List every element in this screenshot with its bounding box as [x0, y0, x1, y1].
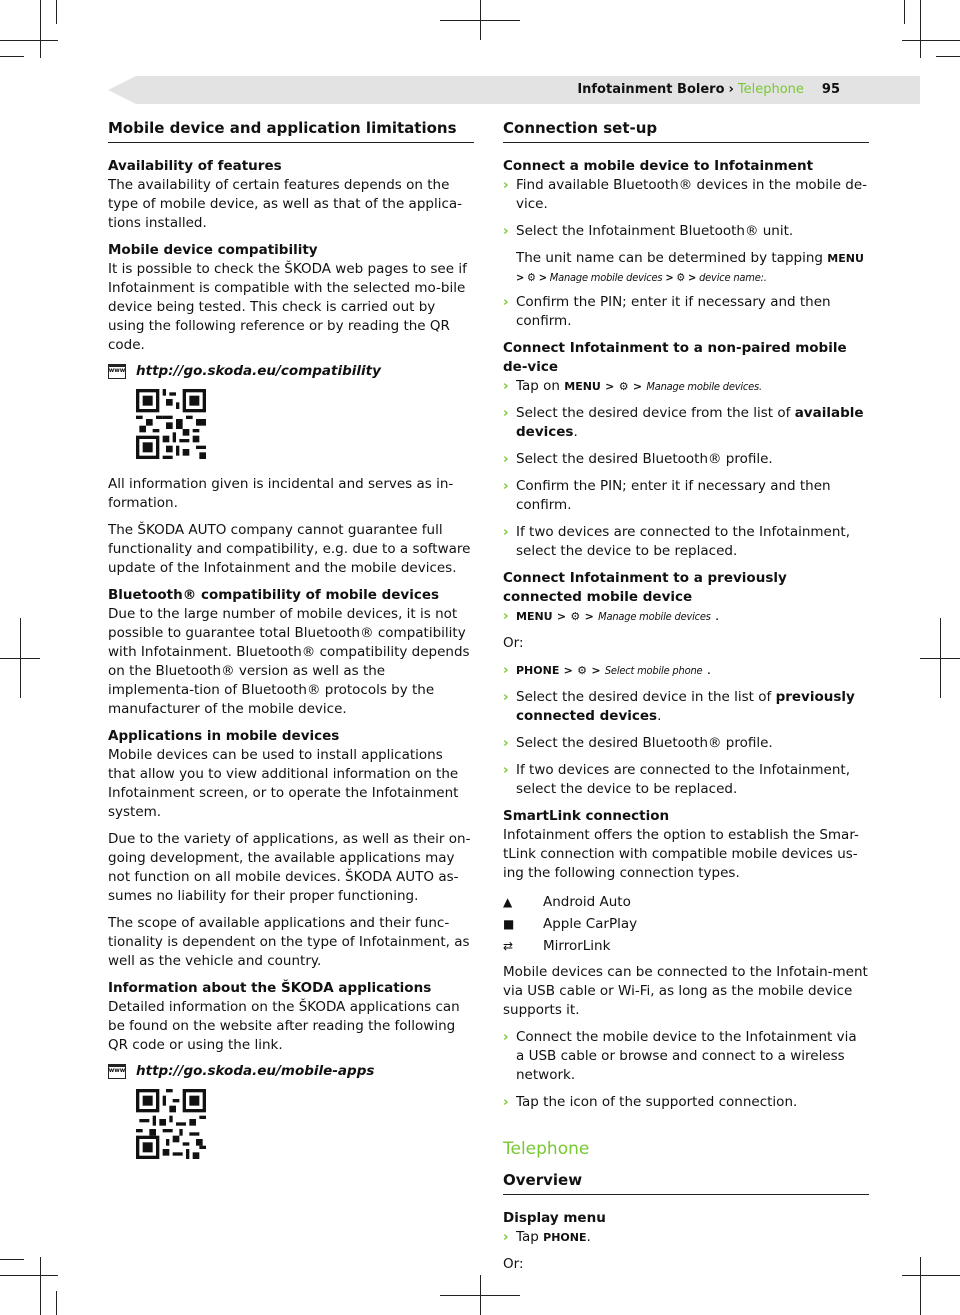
emphasis-text: available devices [516, 405, 864, 440]
link-text[interactable]: http://go.skoda.eu/mobile-apps [136, 1063, 375, 1079]
paragraph-heading: Display menu [503, 1210, 606, 1226]
paragraph-text: The availability of certain features depends on the type of mobile device, as well as that of the applica-tions installed. [108, 177, 463, 231]
web-link[interactable] [108, 363, 474, 379]
path-separator: > [632, 380, 643, 393]
settings-gear-icon: ⚙ [676, 271, 686, 284]
paragraph [108, 727, 474, 822]
crop-mark [56, 1291, 57, 1315]
step-text: Confirm the PIN; enter it if necessary and then confirm. [516, 294, 831, 329]
paragraph [108, 157, 474, 233]
step-text: Select the desired device from the list of [516, 405, 791, 421]
connection-type-label: MirrorLink [543, 938, 611, 954]
www-icon: www [108, 364, 126, 379]
connection-type-android [503, 891, 869, 913]
step-arrow-icon: › [503, 662, 509, 678]
instruction-step [503, 1028, 869, 1085]
crop-mark [0, 1259, 24, 1260]
menu-item-label: Select mobile phone [604, 664, 703, 677]
step-text: . [586, 1229, 591, 1245]
paragraph-heading: Mobile device compatibility [108, 242, 318, 258]
crop-mark [56, 0, 57, 24]
manual-title: Infotainment Bolero [577, 82, 725, 97]
crop-mark [480, 0, 481, 40]
paragraph [503, 807, 869, 883]
step-text: Select the Infotainment Bluetooth® unit. [516, 223, 794, 239]
instruction-step [503, 176, 869, 214]
paragraph [108, 586, 474, 719]
qr-code [136, 1089, 206, 1159]
step-text: Confirm the PIN; enter it if necessary and then confirm. [516, 478, 831, 513]
step-arrow-icon: › [503, 608, 509, 624]
paragraph-heading: Bluetooth® compatibility of mobile devices [108, 587, 440, 603]
android-auto-icon: ▲ [503, 895, 513, 909]
instruction-step [503, 477, 869, 515]
path-separator: > [605, 380, 615, 393]
paragraph-heading: Connect Infotainment to a non-paired mobile de-vice [503, 340, 847, 375]
menu-item-label: device name:. [699, 271, 767, 284]
step-text: Select the desired Bluetooth® profile. [516, 735, 773, 751]
step-arrow-icon: › [503, 524, 509, 540]
step-text: . [715, 608, 720, 624]
page-number: 95 [821, 82, 840, 97]
step-text: If two devices are connected to the Infotainment, select the device to be replaced. [516, 524, 850, 559]
paragraph-heading: Availability of features [108, 158, 282, 174]
paragraph: Or: [503, 635, 524, 651]
path-separator: > [516, 271, 525, 284]
path-separator: > [665, 271, 674, 284]
crop-mark [940, 618, 941, 698]
step-arrow-icon: › [503, 762, 509, 778]
connection-type-label: Apple CarPlay [543, 916, 638, 932]
instruction-step [503, 450, 869, 469]
note-text: The unit name can be determined by tapping [516, 250, 823, 266]
crop-mark [902, 1275, 960, 1276]
step-arrow-icon: › [503, 405, 509, 421]
step-text: . [573, 424, 578, 440]
step-text: . [657, 708, 662, 724]
paragraph: All information given is incidental and serves as in-formation. [108, 476, 454, 511]
section-title: Mobile device and application limitations [108, 118, 474, 143]
menu-item-label: Manage mobile devices [549, 271, 663, 284]
paragraph-text: Due to the large number of mobile devices, it is not possible to guarantee total Bluetooth® compatibility with Infotainment. Bluetooth® compatibility depends on the Bluetooth® version as well as the implementa-tion of Bluetooth® protocols by the manufacturer of the mobile device. [108, 606, 470, 717]
step-arrow-icon: › [503, 689, 509, 705]
step-text: Select the desired device in the list of [516, 689, 772, 705]
step-arrow-icon: › [503, 177, 509, 193]
paragraph [108, 979, 474, 1055]
instruction-step [503, 734, 869, 753]
menu-button-label: MENU [516, 610, 553, 623]
path-separator: > [584, 610, 594, 623]
instruction-step [503, 523, 869, 561]
menu-item-label: Manage mobile devices [598, 610, 711, 623]
crop-mark [936, 56, 960, 57]
step-note [503, 249, 869, 287]
path-separator: > [591, 664, 601, 677]
instruction-step [503, 688, 869, 726]
web-link[interactable] [108, 1063, 474, 1079]
connection-type-label: Android Auto [543, 894, 631, 910]
connection-type-mirrorlink [503, 935, 869, 957]
paragraph-heading: SmartLink connection [503, 808, 670, 824]
running-header [577, 80, 840, 100]
step-arrow-icon: › [503, 294, 509, 310]
paragraph-text: Mobile devices can be used to install applications that allow you to view additional information on the Infotainment screen, or to operate the Infotainment system. [108, 747, 459, 820]
paragraph-text: It is possible to check the ŠKODA web pages to see if Infotainment is compatible with the selected mo-bile device being tested. This check is carried out by using the following reference or by reading the QR code. [108, 261, 467, 353]
section-title: Connection set-up [503, 118, 869, 143]
mirrorlink-icon: ⇄ [503, 939, 514, 953]
step-arrow-icon: › [503, 1029, 509, 1045]
crop-mark [902, 40, 960, 41]
instruction-step [503, 661, 869, 680]
settings-gear-icon: ⚙ [618, 380, 629, 393]
paragraph [108, 241, 474, 355]
step-arrow-icon: › [503, 451, 509, 467]
instruction-step [503, 404, 869, 442]
paragraph-text: Infotainment offers the option to establish the Smar-tLink connection with compatible mobile devices us-ing the following connection types. [503, 827, 859, 881]
paragraph: The ŠKODA AUTO company cannot guarantee full functionality and compatibility, e.g. due to a software update of the Infotainment and the mobile devices. [108, 522, 471, 576]
qr-code [136, 389, 206, 459]
step-arrow-icon: › [503, 1094, 509, 1110]
apple-carplay-icon: ■ [503, 917, 515, 931]
step-text: Tap [516, 1229, 539, 1245]
menu-path [516, 271, 767, 284]
step-text: Tap the icon of the supported connection. [516, 1094, 798, 1110]
paragraph: Mobile devices can be connected to the Infotain-ment via USB cable or Wi-Fi, as long as the mobile device supports it. [503, 964, 868, 1018]
instruction-step [503, 293, 869, 331]
crop-mark [904, 0, 905, 24]
phone-button-label: PHONE [516, 664, 560, 677]
connection-type-carplay [503, 913, 869, 935]
paragraph-text: Detailed information on the ŠKODA applications can be found on the website after reading the following QR code or using the link. [108, 999, 460, 1053]
crop-mark [0, 1275, 58, 1276]
crop-mark [920, 0, 921, 58]
step-text: If two devices are connected to the Infotainment, select the device to be replaced. [516, 762, 850, 797]
paragraph-heading: Information about the ŠKODA applications [108, 980, 432, 996]
step-text: . [706, 662, 712, 678]
link-text[interactable]: http://go.skoda.eu/compatibility [136, 363, 381, 379]
settings-gear-icon: ⚙ [577, 664, 588, 677]
path-separator: > [538, 271, 547, 284]
phone-button-label: PHONE [543, 1231, 587, 1244]
instruction-step [503, 222, 869, 241]
path-separator: > [563, 664, 573, 677]
crop-mark [40, 1257, 41, 1315]
paragraph-heading: Connect Infotainment to a previously connected mobile device [503, 570, 787, 605]
chapter-title: Telephone [737, 82, 804, 97]
crop-mark [40, 0, 41, 58]
step-text: Find available Bluetooth® devices in the mobile de-vice. [516, 177, 868, 212]
paragraph-heading: Connect a mobile device to Infotainment [503, 158, 814, 174]
instruction-step [503, 1093, 869, 1112]
paragraph-heading: Applications in mobile devices [108, 728, 340, 744]
crop-mark [20, 618, 21, 698]
chapter-heading: Telephone [503, 1139, 590, 1159]
crop-mark [0, 56, 24, 57]
left-column [108, 118, 474, 1175]
instruction-step [503, 607, 869, 626]
crop-mark [920, 1257, 921, 1315]
right-column [503, 118, 869, 1282]
step-arrow-icon: › [503, 478, 509, 494]
menu-item-label: Manage mobile devices. [646, 380, 762, 393]
step-arrow-icon: › [503, 378, 509, 394]
instruction-step [503, 1228, 869, 1247]
emphasis-text: previously connected devices [516, 689, 855, 724]
crop-mark [0, 40, 58, 41]
www-icon: www [108, 1064, 126, 1079]
step-text: Select the desired Bluetooth® profile. [516, 451, 773, 467]
paragraph: The scope of available applications and their func-tionality is dependent on the type of Infotainment, as well as the vehicle and country. [108, 915, 470, 969]
step-text: Tap on [516, 378, 560, 394]
step-arrow-icon: › [503, 1229, 509, 1245]
paragraph: Due to the variety of applications, as well as their on-going development, the available applications may not function on all mobile devices. ŠKODA AUTO as-sumes no liability for their proper functioning. [108, 831, 471, 904]
step-arrow-icon: › [503, 223, 509, 239]
crop-mark [480, 1275, 481, 1315]
path-separator: > [556, 610, 567, 623]
step-text: Connect the mobile device to the Infotainment via a USB cable or browse and connect to a wireless network. [516, 1029, 857, 1083]
menu-button-label: MENU [827, 252, 864, 265]
paragraph: Or: [503, 1256, 524, 1272]
section-title: Overview [503, 1170, 869, 1195]
instruction-step [503, 377, 869, 396]
breadcrumb-separator: › [728, 82, 734, 97]
instruction-step [503, 761, 869, 799]
settings-gear-icon: ⚙ [570, 610, 581, 623]
settings-gear-icon: ⚙ [527, 271, 536, 284]
menu-button-label: MENU [564, 380, 601, 393]
step-arrow-icon: › [503, 735, 509, 751]
path-separator: > [688, 271, 697, 284]
